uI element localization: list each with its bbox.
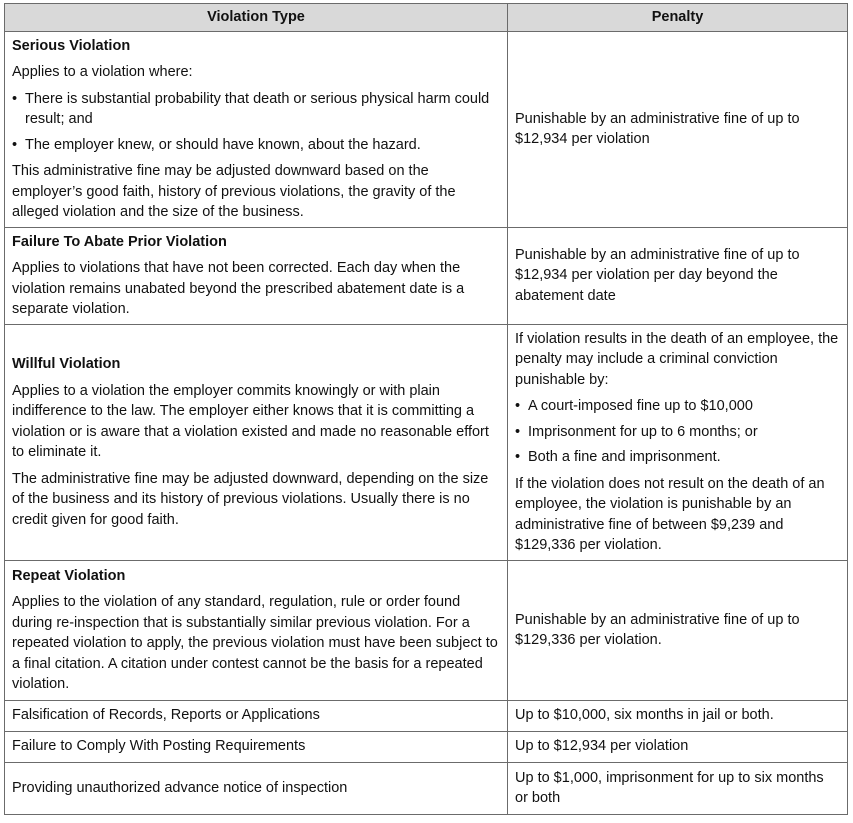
bullet-icon: • (515, 398, 521, 414)
penalty-text: Punishable by an administrative fine of up to $12,934 per violation per day beyond the abatement date (515, 246, 800, 304)
list-item: • Imprisonment for up to 6 months; or (515, 422, 840, 443)
list-item: • A court-imposed fine up to $10,000 (515, 396, 840, 417)
penalty-intro: If violation results in the death of an employee, the penalty may include a criminal conviction punishable by: (515, 330, 839, 388)
violation-type-cell: Providing unauthorized advance notice of inspection (5, 763, 508, 815)
list-item: • Both a fine and imprisonment. (515, 447, 840, 468)
penalty-cell (508, 561, 848, 701)
violation-cell (5, 228, 508, 325)
violation-title: Willful Violation (12, 356, 121, 372)
penalty-cell: Up to $1,000, imprisonment for up to six months or both (508, 763, 848, 815)
penalty-cell (508, 228, 848, 325)
violation-description: Applies to a violation the employer commits knowingly or with plain indifference to the law. The employer either knows that it is committing a violation or is aware that a violation existed and made no reasonable effort to eliminate it. (12, 382, 489, 460)
penalty-note: If the violation does not result on the death of an employee, the violation is punishable by an administrative fine of between $9,239 and $129,336 per violation. (515, 475, 825, 553)
table-row-failure-to-abate (5, 228, 848, 325)
violation-description: Applies to the violation of any standard, regulation, rule or order found during re-inspection that is substantially similar previous violation. For a repeated violation to apply, the previous violation must have been subject to a final citation. A citation under contest cannot be the basis for a repeated violation. (12, 594, 498, 692)
penalty-text: Punishable by an administrative fine of up to $12,934 per violation (515, 110, 800, 147)
bullet-icon: • (515, 449, 521, 465)
penalty-cell: Up to $10,000, six months in jail or both. (508, 701, 848, 732)
bullet-icon: • (515, 423, 521, 440)
violation-title: Repeat Violation (12, 567, 126, 584)
violation-title: Serious Violation (12, 37, 131, 54)
table-row-posting-requirements (5, 732, 848, 763)
violation-cell (5, 32, 508, 228)
violation-intro: Applies to a violation where: (12, 64, 193, 80)
table-row-willful-violation (5, 325, 848, 561)
column-header-penalty: Penalty (508, 4, 848, 32)
violation-type-cell: Falsification of Records, Reports or Applications (5, 701, 508, 732)
penalty-cell: Up to $12,934 per violation (508, 732, 848, 763)
violation-cell (5, 325, 508, 561)
violation-title: Failure To Abate Prior Violation (12, 233, 227, 250)
list-item: • There is substantial probability that death or serious physical harm could result; and (12, 90, 490, 127)
table-header-row (5, 4, 848, 32)
penalty-table (4, 3, 848, 815)
violation-description: Applies to violations that have not been corrected. Each day when the violation remains unabated beyond the prescribed abatement date is a separate violation. (12, 260, 465, 317)
penalty-text: Punishable by an administrative fine of up to $129,336 per violation. (515, 611, 800, 648)
column-header-violation-type: Violation Type (5, 4, 508, 32)
penalty-cell (508, 32, 848, 228)
violation-note: This administrative fine may be adjusted downward based on the employer’s good faith, history of previous violations, the gravity of the alleged violation and the size of the business. (12, 163, 456, 220)
bullet-icon: • (12, 136, 18, 153)
bullet-icon: • (12, 90, 18, 107)
violation-note: The administrative fine may be adjusted downward, depending on the size of the business and its history of previous violations. Usually there is no credit given for good faith. (12, 470, 489, 528)
table-row-serious-violation (5, 32, 848, 228)
table-row-repeat-violation (5, 561, 848, 701)
penalty-cell (508, 325, 848, 561)
bullet-list (12, 89, 500, 156)
table-row-advance-notice (5, 763, 848, 815)
violation-type-cell: Failure to Comply With Posting Requirements (5, 732, 508, 763)
list-item: • The employer knew, or should have known, about the hazard. (12, 135, 500, 156)
table-row-falsification (5, 701, 848, 732)
bullet-list (515, 396, 840, 468)
violation-cell (5, 561, 508, 701)
